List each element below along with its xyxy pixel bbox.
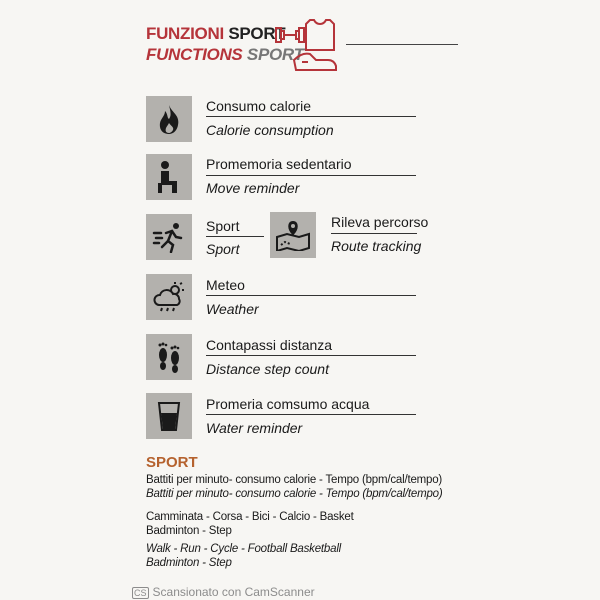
water-glass-icon bbox=[146, 393, 192, 439]
weather-label-en: Weather bbox=[206, 301, 259, 317]
move-label-it: Promemoria sedentario bbox=[206, 156, 352, 172]
water-label-en: Water reminder bbox=[206, 420, 303, 436]
sport-modes-it-2: Badminton - Step bbox=[146, 525, 232, 537]
sport-label-en: Sport bbox=[206, 241, 240, 257]
header-title-en: FUNCTIONS SPORT bbox=[146, 45, 304, 64]
calorie-label-it: Consumo calorie bbox=[206, 98, 312, 114]
sport-metrics-it: Battiti per minuto- consumo calorie - Tempo (bpm/cal/tempo) bbox=[146, 474, 443, 486]
divider bbox=[206, 116, 416, 117]
divider bbox=[206, 355, 416, 356]
sport-section-title: SPORT bbox=[146, 454, 198, 471]
route-label-en: Route tracking bbox=[331, 238, 422, 254]
divider bbox=[206, 295, 416, 296]
flame-icon bbox=[146, 96, 192, 142]
calorie-label-en: Calorie consumption bbox=[206, 122, 334, 138]
sport-label-it: Sport bbox=[206, 218, 240, 234]
divider bbox=[206, 175, 416, 176]
weather-label-it: Meteo bbox=[206, 277, 245, 293]
header-divider bbox=[346, 44, 458, 45]
sport-modes-it-1: Camminata - Corsa - Bici - Calcio - Basket bbox=[146, 511, 354, 523]
steps-label-it: Contapassi distanza bbox=[206, 337, 333, 353]
route-label-it: Rileva percorso bbox=[331, 214, 429, 230]
move-label-en: Move reminder bbox=[206, 180, 300, 196]
map-pin-icon bbox=[270, 212, 316, 258]
divider bbox=[206, 236, 264, 237]
divider bbox=[206, 414, 416, 415]
steps-label-en: Distance step count bbox=[206, 361, 329, 377]
sport-equipment-icon bbox=[272, 18, 342, 74]
header-title-it: FUNZIONI SPORT bbox=[146, 24, 286, 43]
cloud-sun-icon bbox=[146, 274, 192, 320]
divider bbox=[331, 233, 417, 234]
running-person-icon bbox=[146, 214, 192, 260]
scanner-watermark: CS Scansionato con CamScanner bbox=[134, 585, 315, 599]
footprints-icon bbox=[146, 334, 192, 380]
camscanner-badge: CS bbox=[134, 588, 147, 598]
sport-modes-en-1: Walk - Run - Cycle - Football Basketball bbox=[146, 543, 342, 555]
sport-metrics-en: Battiti per minuto- consumo calorie - Tempo (bpm/cal/tempo) bbox=[146, 488, 443, 500]
sport-modes-en-2: Badminton - Step bbox=[146, 557, 232, 569]
water-label-it: Promeria comsumo acqua bbox=[206, 396, 370, 412]
sitting-person-icon bbox=[146, 154, 192, 200]
